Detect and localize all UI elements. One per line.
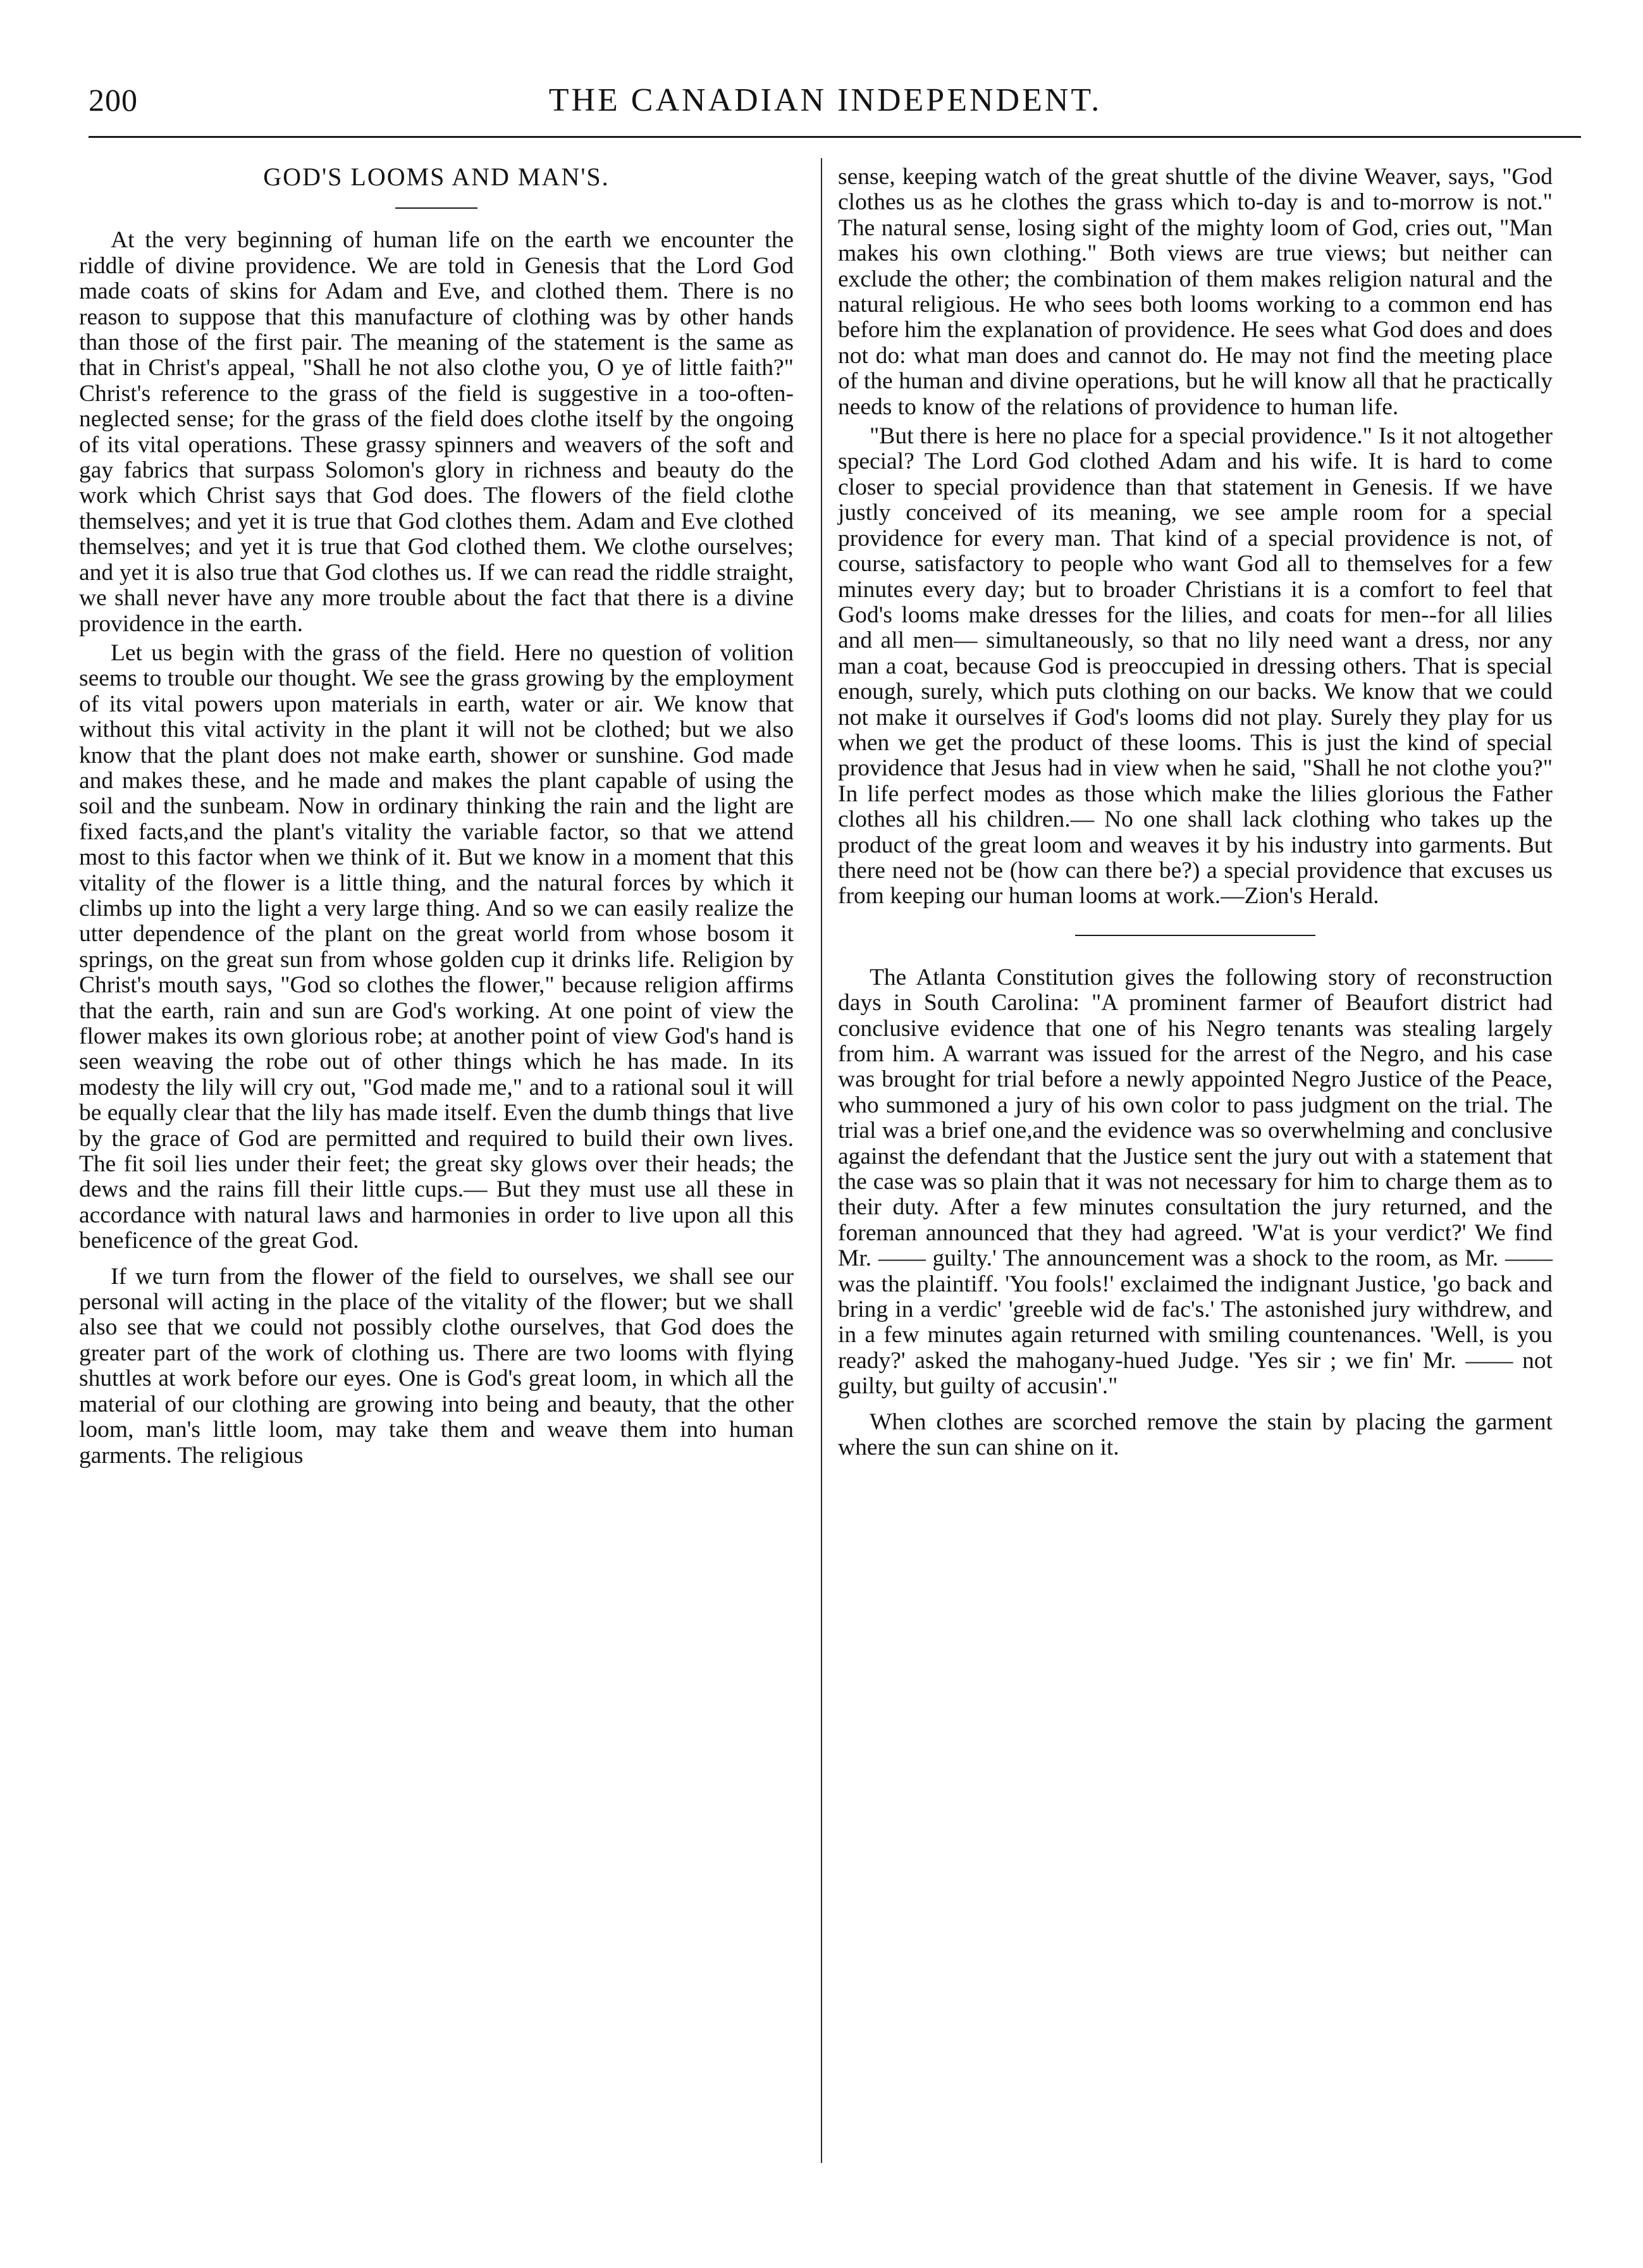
masthead-title: THE CANADIAN INDEPENDENT. [548, 82, 1102, 118]
article-paragraph: "But there is here no place for a special providence." Is it not altogether special? The Lord God clothed Adam and his wife. It is hard to come closer to special providence than that statement in Genesis. If we have justly conceived of its meaning, we see ample room for a special providence for every man. That kind of a special providence is not, of course, satisfactory to people who want God all to themselves for a few minutes every day; but to broader Christians it is a comfort to feel that God's looms make dresses for the lilies, and coats for men--for all lilies and all men— simultaneously, so that no lily need want a dress, nor any man a coat, because God is preoccupied in dressing others. That is special enough, surely, which puts clothing on our backs. We know that we could not make it ourselves if God's looms did not play. Surely they play for us when we get the product of these looms. This is just the kind of special providence that Jesus had in view when he said, "Shall he not clothe you?" In life perfect modes as those which make the lilies glorious the Father clothes all his children.— No one shall lack clothing who takes up the product of the great loom and weaves it by his industry into garments. But there need not be (how can there be?) a special providence that excuses us from keeping our human looms at work.—Zion's Herald. [838, 423, 1553, 909]
right-column [838, 164, 1553, 1465]
page-number: 200 [89, 82, 138, 118]
title-rule [395, 207, 477, 209]
left-column [79, 164, 794, 1472]
article-paragraph: sense, keeping watch of the great shuttle of the divine Weaver, says, "God clothes us as he clothes the grass which to-day is and to-morrow is not." The natural sense, losing sight of the mighty loom of God, cries out, "Man makes his own clothing." Both views are true views; but neither can exclude the other; the combination of them makes religion natural and the natural religious. He who sees both looms working to a common end has before him the explanation of providence. He sees what God does and does not do: what man does and cannot do. He may not find the meeting place of the human and divine operations, but he will know all that he practically needs to know of the relations of providence to human life. [838, 164, 1553, 420]
article-paragraph: If we turn from the flower of the field to ourselves, we shall see our personal will acting in the place of the vitality of the flower; but we shall also see that we could not possibly clothe ourselves, that God does the greater part of the work of clothing us. There are two looms with flying shuttles at work before our eyes. One is God's great loom, in which all the material of our clothing are growing into being and beauty, that the other loom, man's little loom, may take them and weave them into human garments. The religious [79, 1263, 794, 1469]
article-paragraph: At the very beginning of human life on the earth we encounter the riddle of divine providence. We are told in Genesis that the Lord God made coats of skins for Adam and Eve, and clothed them. There is no reason to suppose that this manufacture of clothing was by other hands than those of the first pair. The meaning of the statement is the same as that in Christ's appeal, "Shall he not also clothe you, O ye of little faith?" Christ's reference to the grass of the field is suggestive in a too-often-neglected sense; for the grass of the field does clothe itself by the ongoing of its vital operations. These grassy spinners and weavers of the soft and gay fabrics that surpass Solomon's glory in richness and beauty do the work which Christ says that God does. The flowers of the field clothe themselves; and yet it is true that God clothes them. Adam and Eve clothed themselves; and yet it is true that God clothed them. We clothe ourselves; and yet it is also true that God clothes us. If we can read the riddle straight, we shall never have any more trouble about the fact that there is a divine providence in the earth. [79, 227, 794, 637]
anecdote-paragraph: The Atlanta Constitution gives the following story of reconstruction days in South Carolina: "A prominent farmer of Beaufort district had conclusive evidence that one of his Negro tenants was stealing largely from him. A warrant was issued for the arrest of the Negro, and his case was brought for trial before a newly appointed Negro Justice of the Peace, who summoned a jury of his own color to pass judgment on the trial. The trial was a brief one,and the evidence was so overwhelming and conclusive against the defendant that the Justice sent the jury out with a statement that the case was so plain that it was not necessary for him to charge them as to their duty. After a few minutes consultation the jury returned, and the foreman announced that they had agreed. 'W'at is your verdict?' We find Mr. —— guilty.' The announcement was a shock to the room, as Mr. —— was the plaintiff. 'You fools!' exclaimed the indignant Justice, 'go back and bring in a verdic' 'greeble wid de fac's.' The astonished jury withdrew, and in a few minutes again returned with smiling countenances. 'Well, is you ready?' asked the mahogany-hued Judge. 'Yes sir ; we fin' Mr. —— not guilty, but guilty of accusin'." [838, 964, 1553, 1400]
column-divider [821, 158, 822, 2163]
article-title: GOD'S LOOMS AND MAN'S. [263, 163, 610, 191]
article-paragraph: Let us begin with the grass of the field. Here no question of volition seems to trouble our thought. We see the grass growing by the employment of its vital powers upon materials in earth, water or air. We know that without this vital activity in the plant it will not be clothed; but we also know that the plant does not make earth, shower or sunshine. God made and makes these, and he made and makes the plant capable of using the soil and the sunbeam. Now in ordinary thinking the rain and the light are fixed facts,and the plant's vitality the variable factor, so that we attend most to this factor when we think of it. But we know in a moment that this vitality of the flower is a little thing, and the natural forces by which it climbs up into the light a very large thing. And so we can easily realize the utter dependence of the plant on the great world from whose bosom it springs, on the great sun from whose golden cup it drinks life. Religion by Christ's mouth says, "God so clothes the flower," because religion affirms that the earth, rain and sun are God's working. At one point of view the flower makes its own glorious robe; at another point of view God's hand is seen weaving the robe out of other things which he has made. In its modesty the lily will cry out, "God made me," and to a rational soul it will be equally clear that the lily has made itself. Even the dumb things that live by the grace of God are permitted and required to build their own lives. The fit soil lies under their feet; the great sky glows over their heads; the dews and the rains fill their little cups.— But they must use all these in accordance with natural laws and harmonies in order to live upon all this beneficence of the great God. [79, 639, 794, 1254]
section-rule [1075, 935, 1315, 936]
household-tip-paragraph: When clothes are scorched remove the stain by placing the garment where the sun can shine on it. [838, 1408, 1553, 1461]
header-rule [89, 136, 1581, 138]
page-header [70, 73, 1581, 149]
